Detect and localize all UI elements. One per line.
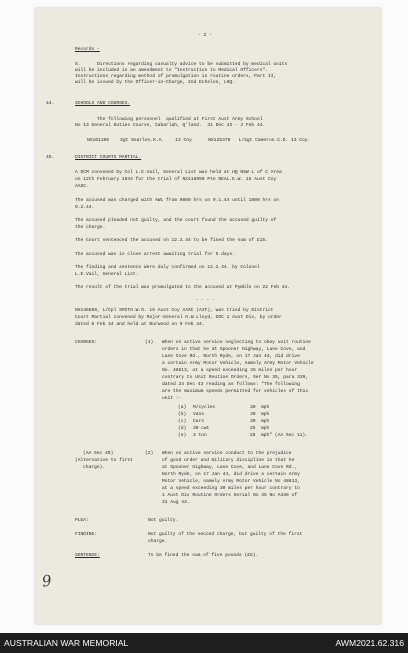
- charge2-side-1: (AA Sec 40): [83, 451, 114, 456]
- speed-value: 25 mph" (AA Sec 11).: [250, 433, 308, 438]
- speed-value: 25 mph: [250, 426, 270, 431]
- speed-value: 30 mph: [250, 405, 270, 410]
- charge1-line-1: When on active service neglecting to obey unit routine: [162, 340, 311, 345]
- charge1-line-3: Lane Cove Rd., North Ryde, on 17 Jan 44, did drive: [162, 354, 300, 359]
- charge1-line-9: unit :-: [162, 396, 182, 401]
- section-44-heading: SCHOOLS AND COURSES.: [75, 101, 131, 106]
- charge2-line-5: Motor Vehicle, namely Army Motor Vehicle No 48613,: [162, 479, 300, 484]
- case1-finding-1: The finding and sentence were duly confirmed on 12.2.44. by Colonel: [75, 265, 260, 270]
- speed-key: (a): [178, 405, 187, 410]
- charge2-line-1: When on active service conduct to the prejudice: [162, 451, 292, 456]
- section-44-body-1: The following personnel qualified at First Aust Army School: [75, 117, 263, 122]
- sentence-label: SENTENCE:: [75, 553, 100, 558]
- plea-value: Not guilty.: [148, 518, 179, 523]
- charge1-line-4: a certain Army Motor Vehicle, namely Army Motor Vehicle: [162, 361, 314, 366]
- finding-value-1: Not guilty of the second charge, but guilty of the first: [148, 532, 303, 537]
- charge2-line-4: North Ryde, on 17 Jan 44, did drive a certain Army: [162, 472, 300, 477]
- charge1-number: (1): [145, 340, 154, 345]
- case1-plea-2: the charge.: [75, 225, 106, 230]
- para5-line-4: will be issued by the Officer-in-Charge, 2nd Echelon, LHQ.: [75, 80, 235, 85]
- case1-sentence: The Court sentenced the accused on 12.2.44 to be fined the sum of £15.: [75, 238, 268, 243]
- charge1-line-5: No. 48613, at a speed exceeding 25 miles per hour: [162, 368, 298, 373]
- charge2-line-6: at a speed exceeding 30 miles per hour contrary to: [162, 486, 300, 491]
- charge1-line-8: are the maximum speeds permitted for vehicles of this: [162, 389, 309, 394]
- para5-line-2: will be included in an amendment to "Instruction to Medical Officers".: [75, 68, 268, 73]
- case1-plea-1: The accused pleaded not guilty, and the court found the accused guilty of: [75, 218, 277, 223]
- plea-label: PLEA:: [75, 518, 89, 523]
- para5-line-3: Instructions regarding method of promulgation in routine orders, Part II,: [75, 74, 277, 79]
- section-44-personnel: NX101106 Sgt Searles.K.A. 13 Coy NX125379 L/Sgt Cameron.C.D. 13 Coy.: [87, 138, 311, 143]
- para5-line-1: 5. Directions regarding casualty advice to be submitted by medical units: [75, 62, 288, 67]
- case1-finding-2: L.E.Vail, General List.: [75, 272, 139, 277]
- charge2-line-8: 31 Aug 43.: [162, 500, 190, 505]
- speed-vehicle: 3 ton: [193, 433, 207, 438]
- footer-institution: AUSTRALIAN WAR MEMORIAL: [4, 638, 129, 648]
- section-45-heading: DISTRICT COURTS MARTIAL.: [75, 155, 142, 160]
- case1-result: The result of the trial was promulgated to the accused at Pymble on 22 Feb 44.: [75, 285, 291, 290]
- speed-vehicle: Cars: [193, 419, 205, 424]
- separator: - - - -: [195, 298, 215, 303]
- charge2-line-3: at Spooner Highway, Lane Cove, and Lane Cove Rd.,: [162, 465, 298, 470]
- finding-label: FINDING:: [75, 532, 98, 537]
- charge2-side-2: (Alternative to first: [75, 458, 133, 463]
- charge1-line-6: contrary to Unit Routine Orders, Ser No 35, para 339,: [162, 375, 309, 380]
- finding-value-2: charge.: [148, 539, 168, 544]
- case1-charge: The accused was charged with AWL from 0800 hrs on 9.1.44 until 1800 hrs on: [75, 198, 279, 203]
- case1-line-3: AASC.: [75, 184, 89, 189]
- case1-line-1: A DCM convened by Col L.E.Vail, General List was held at HQ NSW L of C Area: [75, 170, 282, 175]
- records-heading: Records -: [75, 47, 100, 52]
- footer-accession-number: AWM2021.62.316: [335, 638, 404, 648]
- case2-line-1: NX146669, L/Cpl SMITH.W.O. 15 Aust Coy AASC (AIF), was tried by District: [75, 308, 274, 313]
- speed-vehicle: M/cycles: [193, 405, 216, 410]
- speed-value: 30 mph: [250, 412, 270, 417]
- speed-value: 30 mph: [250, 419, 270, 424]
- speed-vehicle: Vans: [193, 412, 205, 417]
- charge2-line-7: 1 Aust Div Routine Orders Serial No 35 No A438 of: [162, 493, 298, 498]
- section-44-number: 44.: [46, 101, 55, 106]
- case1-arrest: The accused was in close arrest awaiting trial for 5 days.: [75, 252, 235, 257]
- case1-line-2: on 12th February 1944 for the trial of NX118990 Pte NEAL.E.W. 15 Aust Coy: [75, 177, 277, 182]
- charge1-line-2: orders in that he at Spooner Highway, Lane Cove, and: [162, 347, 306, 352]
- speed-key: (e): [178, 433, 187, 438]
- speed-key: (d): [178, 426, 187, 431]
- page-number: - 2 -: [198, 33, 212, 38]
- footer-bar: [0, 633, 408, 653]
- charge1-line-7: dated 24 Dec 43 reading as follows: "The following: [162, 382, 300, 387]
- speed-vehicle: 30 cwt: [193, 426, 210, 431]
- case2-line-2: Court Martial convened by Major-General H.W.Lloyd, GOC 1 Aust Div, by order: [75, 315, 282, 320]
- case1-charge-cont: 9.2.44.: [75, 205, 95, 210]
- charge2-side-3: charge).: [83, 465, 106, 470]
- case2-line-3: dated 6 Feb 44 and held at Burwood on 9 Feb 44.: [75, 322, 205, 327]
- speed-key: (c): [178, 419, 187, 424]
- charge2-line-2: of good order and military discipline in that he: [162, 458, 295, 463]
- speed-key: (b): [178, 412, 187, 417]
- charges-label: CHARGES:: [75, 340, 98, 345]
- section-45-number: 45.: [46, 155, 55, 160]
- handwritten-page-mark: 9: [40, 571, 53, 591]
- section-44-body-2: No 13 General Duties Course, Cabarlah, Q'land. 31 Dec 43 - 3 Feb 44.: [75, 123, 266, 128]
- sentence-value: To be fined the sum of five pounds (£5).: [148, 553, 259, 558]
- charge2-number: (2): [145, 451, 154, 456]
